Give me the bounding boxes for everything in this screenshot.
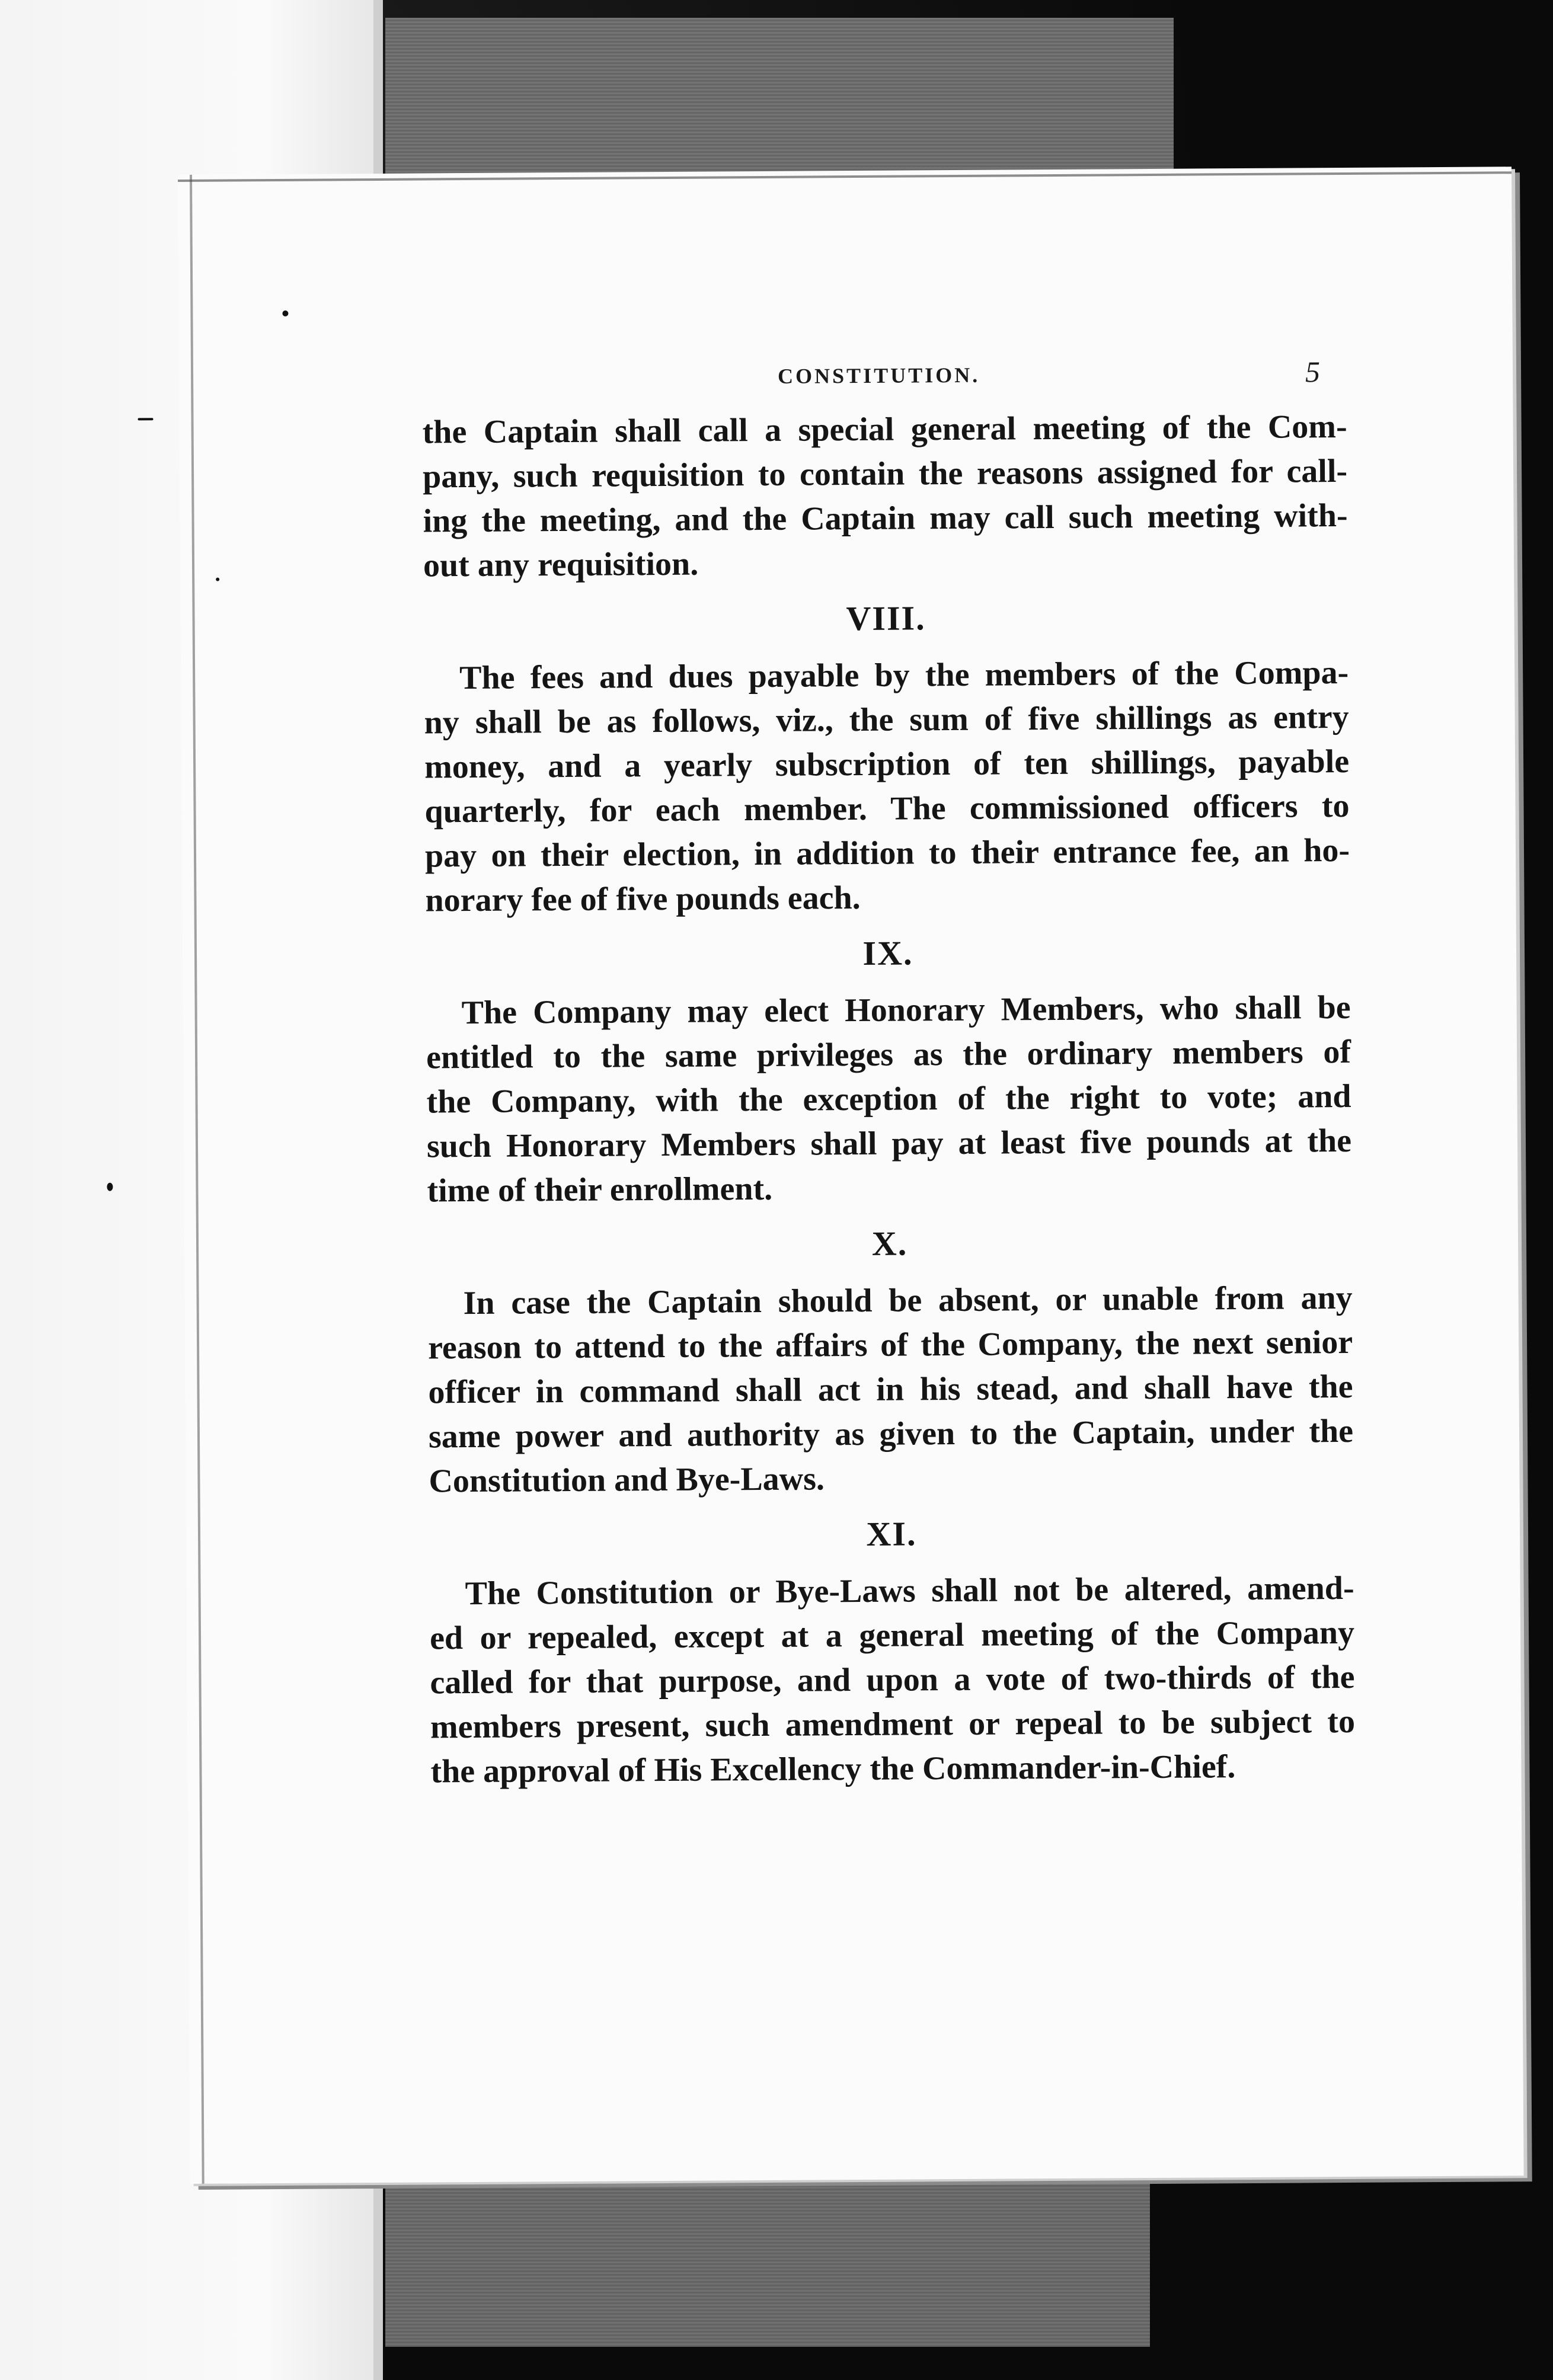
text-line: Constitution and Bye-Laws. [429,1460,825,1500]
text-line: time of their enrollment. [427,1170,773,1210]
article-heading-xi: XI. [866,1514,917,1553]
article-heading-ix: IX. [862,933,913,973]
scanner-backing-bottom [385,2169,1150,2347]
paragraph-article-ix [426,986,1351,1214]
page-number: 5 [1305,355,1321,389]
text-line: same power and authority as given to the Captain, under the [428,1412,1354,1455]
scanner-backing-top [385,18,1174,178]
ink-speck [107,1183,113,1191]
text-line: members present, such amendment or repeal to be subject to [430,1703,1356,1746]
article-heading-x: X. [871,1224,908,1263]
ink-speck [216,578,219,581]
paragraph-continued [422,405,1348,588]
text-line: The Constitution or Bye-Laws shall not be altered, amend- [465,1569,1354,1613]
ink-speck [138,418,154,420]
text-line: such Honorary Members shall pay at least five pounds at the [426,1122,1352,1165]
text-line: money, and a yearly subscription of ten shillings, payable [424,743,1350,786]
paragraph-article-viii [424,651,1350,923]
text-line: pany, such requisition to contain the reasons assigned for call- [422,452,1348,495]
text-line: the Company, with the exception of the right to vote; and [426,1077,1351,1121]
paragraph-article-x [427,1276,1353,1504]
text-line: ing the meeting, and the Captain may call such meeting with- [423,497,1348,540]
text-line: officer in command shall act in his stead, and shall have the [428,1368,1353,1411]
running-head: CONSTITUTION. [777,363,980,388]
page-left-edge [190,175,204,2184]
ink-speck [282,311,288,316]
article-heading-viii: VIII. [846,599,926,638]
text-line: quarterly, for each member. The commissioned officers to [424,787,1350,830]
text-line: The Company may elect Honorary Members, who shall be [461,989,1351,1032]
text-line: norary fee of five pounds each. [425,879,861,919]
text-line: reason to attend to the affairs of the Company, the next senior [427,1323,1353,1367]
text-line: pay on their election, in addition to their entrance fee, an ho- [424,831,1350,875]
body-text [422,405,1355,1794]
text-line: out any requisition. [423,545,699,584]
text-line: the Captain shall call a special general meeting of the Com- [422,408,1347,451]
text-line: the approval of His Excellency the Commander-in-Chief. [430,1748,1236,1790]
text-line: The fees and dues payable by the members of the Compa- [459,654,1349,697]
text-line: called for that purpose, and upon a vote of two-thirds of the [430,1658,1355,1701]
book-page [178,167,1524,2184]
text-line: ny shall be as follows, viz., the sum of five shillings as entry [424,698,1349,741]
text-line: In case the Captain should be absent, or unable from any [463,1279,1353,1322]
paragraph-article-xi [429,1566,1355,1794]
text-line: entitled to the same privileges as the ordinary members of [426,1033,1351,1076]
text-line: ed or repealed, except at a general meeting of the Company [429,1614,1355,1657]
